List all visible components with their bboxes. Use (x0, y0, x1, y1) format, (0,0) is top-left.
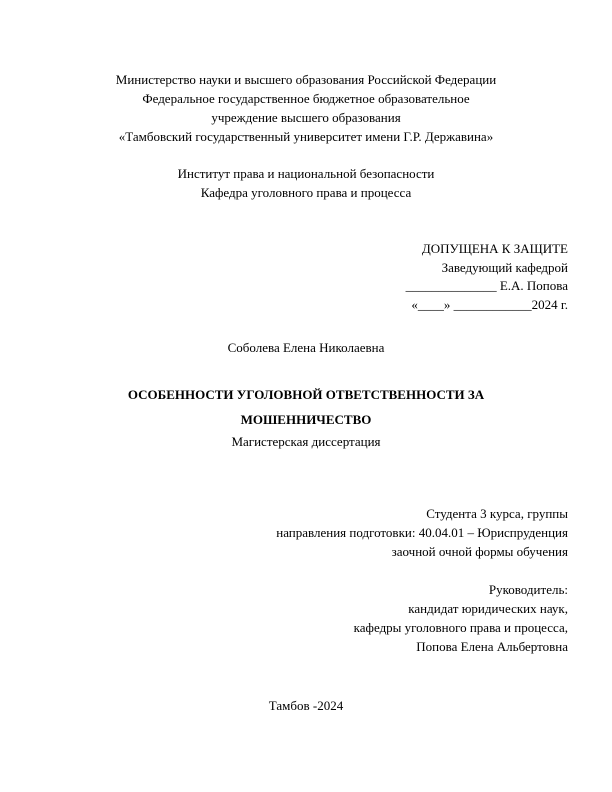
ministry-line: Министерство науки и высшего образования Российской Федерации (115, 72, 497, 87)
approval-role: Заведующий кафедрой (441, 260, 568, 275)
university-name: «Тамбовский государственный университет имени Г.Р. Державина» (118, 129, 494, 144)
supervisor-department: кафедры уголовного права и процесса, (353, 620, 568, 635)
author-name: Соболева Елена Николаевна (227, 340, 385, 355)
institution-type-line-2: учреждение высшего образования (211, 110, 401, 125)
approval-signature-line: ______________ Е.А. Попова (405, 278, 568, 293)
thesis-type: Магистерская диссертация (231, 434, 381, 449)
student-direction: направления подготовки: 40.04.01 – Юриспруденция (276, 525, 568, 540)
approval-status: ДОПУЩЕНА К ЗАЩИТЕ (421, 241, 568, 256)
institution-type-line-1: Федеральное государственное бюджетное образовательное (142, 91, 470, 106)
student-study-form: заочной очной формы обучения (391, 544, 568, 559)
supervisor-label: Руководитель: (488, 582, 568, 597)
department-name: Кафедра уголовного права и процесса (200, 185, 412, 200)
institute-name: Институт права и национальной безопасности (177, 166, 435, 181)
approval-date-line: «____» ____________2024 г. (411, 297, 568, 312)
student-course-group: Студента 3 курса, группы (426, 506, 568, 521)
supervisor-degree: кандидат юридических наук, (408, 601, 568, 616)
city-year: Тамбов -2024 (268, 698, 344, 713)
thesis-title-line-1: ОСОБЕННОСТИ УГОЛОВНОЙ ОТВЕТСТВЕННОСТИ ЗА (127, 387, 485, 402)
supervisor-name: Попова Елена Альбертовна (416, 639, 568, 654)
thesis-title-line-2: МОШЕННИЧЕСТВО (240, 412, 372, 427)
